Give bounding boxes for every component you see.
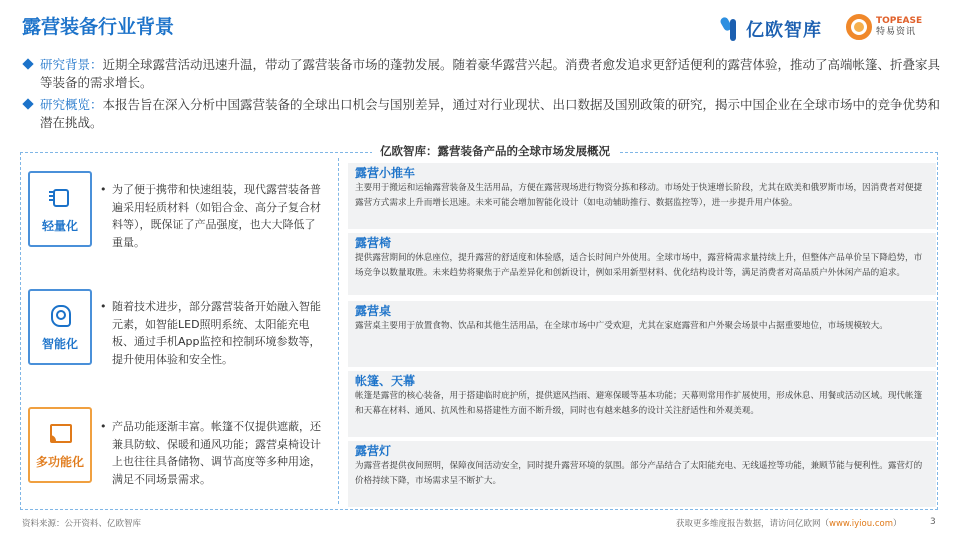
feature-desc-text: 随着技术进步，部分露营装备开始融入智能元素，如智能LED照明系统、太阳能充电板、通过手机App监控和控制环境参数等，提升使用体验和安全性。	[112, 300, 321, 366]
feature-label: 多功能化	[35, 454, 84, 469]
intro-overview	[22, 96, 946, 132]
footer-cta-text: 获取更多维度报告数据，请访问亿欧网（	[676, 519, 830, 529]
feature-desc-text: 产品功能逐渐丰富。帐篷不仅提供遮蔽，还兼具防蚊、保暖和通风功能；露营桌椅设计上也往往具备储物、调节高度等多种用途，满足不同场景需求。	[112, 420, 321, 486]
bullet-dot: •	[100, 183, 107, 196]
iyiou-logo-text: 亿欧智库	[746, 20, 822, 41]
product-desc: 提供露营期间的休息座位，提升露营的舒适度和体验感，适合长时间户外使用。全球市场中，露营椅需求量持续上升，但整体产品单价呈下降趋势，市场竞争以数量取胜。未来趋势将聚焦于产品差异化和创新设计，例如采用新型材料、优化结构设计等，满足消费者对高品质户外休闲产品的追求。	[355, 253, 923, 278]
feature-desc-lightweight	[100, 181, 326, 251]
intro-overview-label: 研究概览：	[40, 97, 103, 112]
product-card-chair	[348, 233, 936, 295]
intro-background	[22, 56, 946, 92]
product-name: 露营桌	[355, 304, 392, 318]
feature-label: 轻量化	[41, 218, 78, 233]
product-name: 帐篷、天幕	[355, 374, 416, 388]
intro-overview-text: 本报告旨在深入分析中国露营装备的全球出口机会与国别差异，通过对行业现状、出口数据及国别政策的研究，揭示中国企业在全球市场中的竞争优势和潜在挑战。	[40, 97, 941, 130]
feature-card-lightweight	[28, 171, 92, 247]
page-number: 3	[930, 517, 936, 527]
product-desc: 帐篷是露营的核心装备，用于搭建临时庇护所，提供遮风挡雨、避寒保暖等基本功能；天幕则常用作扩展使用，形成休息、用餐或活动区域。现代帐篷和天幕在材料、通风、抗风性和易搭建性方面不断升级，同时也有越来越多的设计关注舒适性和外观美观。	[355, 391, 923, 416]
topease-logo-icon	[846, 14, 872, 40]
intro-background-label: 研究背景：	[40, 57, 103, 72]
feature-desc-smart	[100, 298, 326, 368]
product-name: 露营灯	[355, 444, 392, 458]
ai-head-icon	[47, 303, 73, 327]
source-note: 资料来源：公开资料、亿欧智库	[22, 519, 142, 529]
feature-desc-multifunction	[100, 418, 326, 488]
page-title: 露营装备行业背景	[22, 16, 175, 38]
hand-device-icon	[47, 185, 73, 209]
content-divider	[338, 158, 339, 504]
topease-logo-cn: 特易资讯	[876, 27, 917, 37]
cast-screen-icon	[47, 421, 73, 445]
product-desc: 主要用于搬运和运输露营装备及生活用品，方便在露营现场进行物资分拣和移动。市场处于快速增长阶段，尤其在欧美和俄罗斯市场，因消费者对便捷露营方式需求上升而增长迅速。未来可能会增加智能化设计（如电动辅助推行、数据监控等），进一步提升用户体验。	[355, 183, 923, 208]
footer-link[interactable]: www.iyiou.com	[829, 519, 893, 529]
product-desc: 为露营者提供夜间照明，保障夜间活动安全，同时提升露营环境的氛围。部分产品结合了太阳能充电、无线遥控等功能，兼顾节能与便利性。露营灯的价格持续下降，市场需求呈不断扩大。	[355, 461, 923, 486]
product-name: 露营椅	[355, 236, 392, 250]
feature-card-multifunction	[28, 407, 92, 483]
footer-cta	[676, 517, 902, 529]
intro-background-text: 近期全球露营活动迅速升温，带动了露营装备市场的蓬勃发展。随着豪华露营兴起。消费者愈发追求更舒适便利的露营体验，推动了高端帐篷、折叠家具等装备的需求增长。	[40, 57, 941, 90]
topease-logo-en: TOPEASE	[876, 16, 923, 26]
iyiou-logo-icon	[720, 15, 742, 43]
product-card-table	[348, 301, 936, 367]
product-card-tent	[348, 371, 936, 437]
bullet-dot: •	[100, 420, 107, 433]
iyiou-logo	[720, 14, 822, 44]
product-desc: 露营桌主要用于放置食物、饮品和其他生活用品，在全球市场中广受欢迎，尤其在家庭露营和户外聚会场景中占据重要地位，市场规模较大。	[355, 321, 888, 331]
topease-logo	[846, 14, 922, 40]
product-name: 露营小推车	[355, 166, 416, 180]
feature-card-smart	[28, 289, 92, 365]
product-card-cart	[348, 163, 936, 229]
feature-desc-text: 为了便于携带和快速组装，现代露营装备普遍采用轻质材料（如铝合金、高分子复合材料等），既保证了产品强度，也大大降低了重量。	[112, 183, 321, 249]
product-card-lamp	[348, 441, 936, 507]
bullet-dot: •	[100, 300, 107, 313]
feature-label: 智能化	[41, 336, 78, 351]
footer-cta-close: ）	[893, 519, 902, 529]
panel-title: 亿欧智库：露营装备产品的全球市场发展概况	[372, 143, 618, 159]
